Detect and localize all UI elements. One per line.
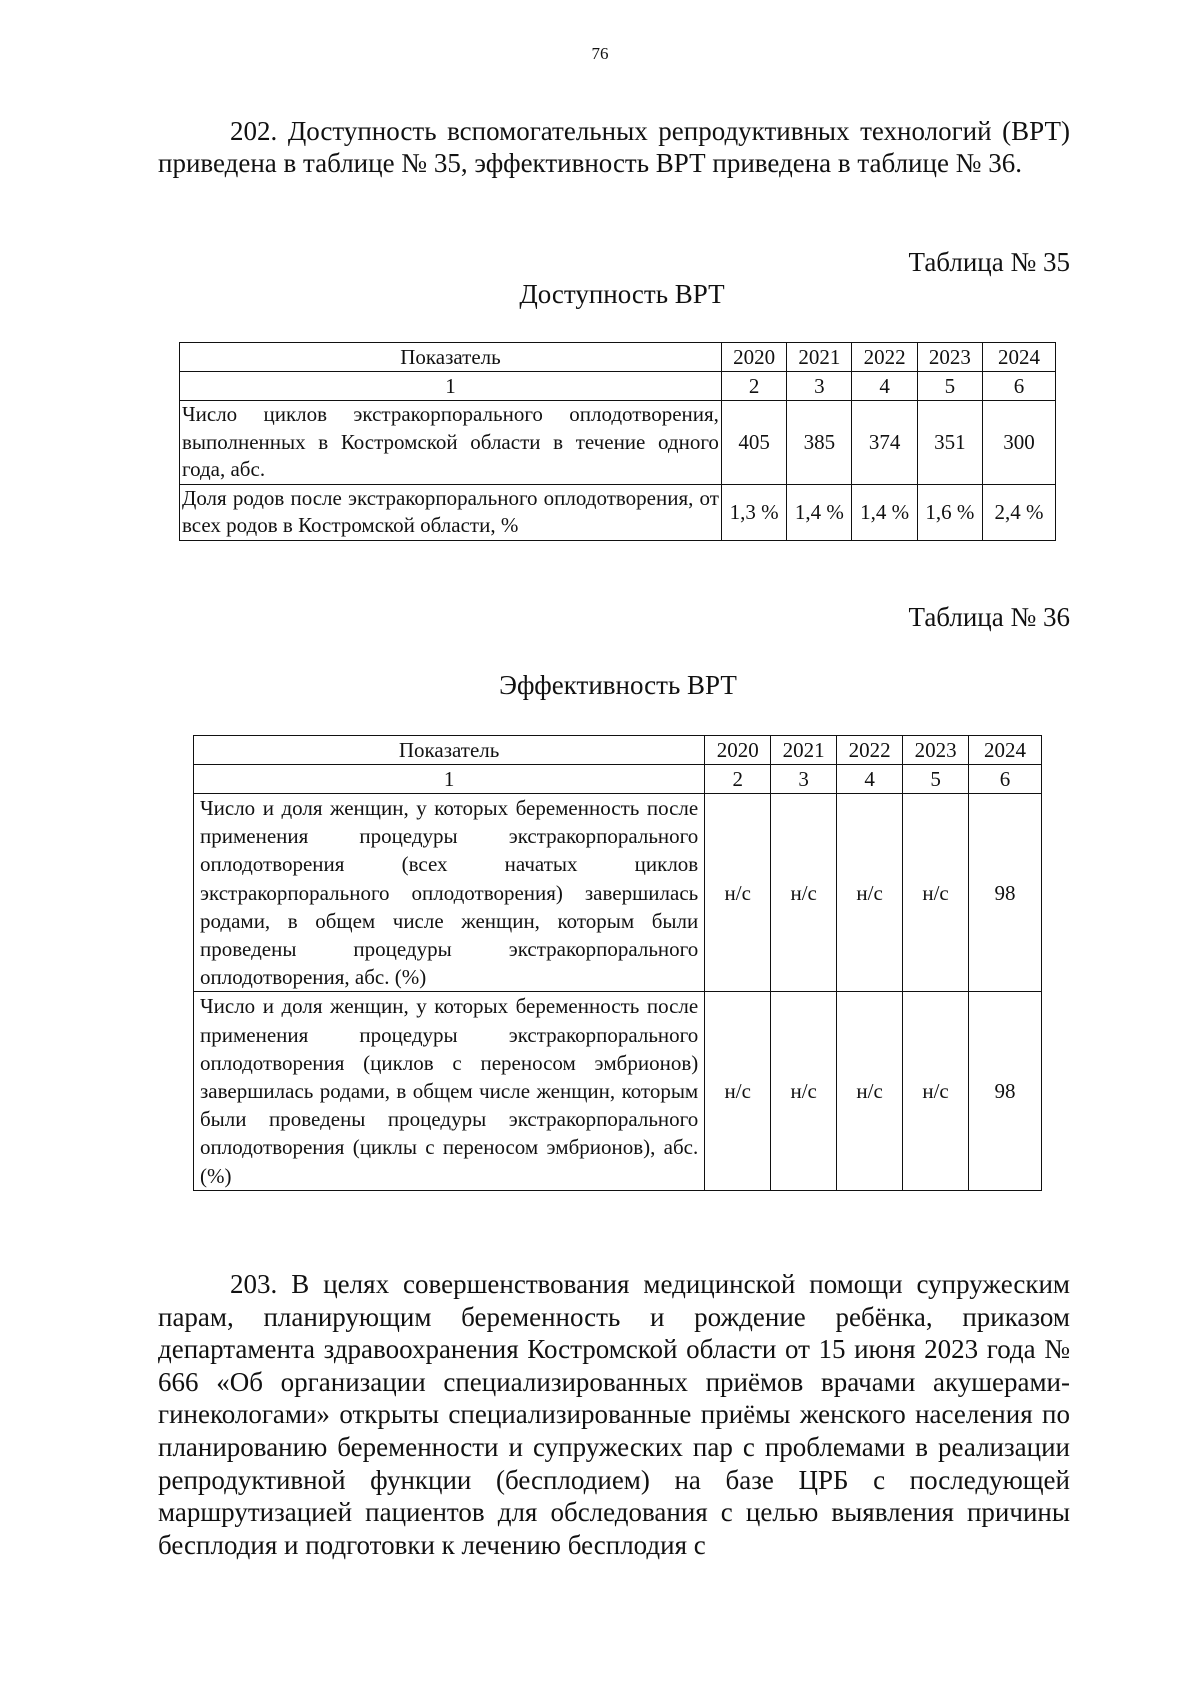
value-cell: н/с — [705, 992, 771, 1190]
column-number: 3 — [771, 765, 837, 794]
header-cell: 2022 — [852, 343, 917, 372]
indicator-cell: Число и доля женщин, у которых беременность после применения процедуры экстракорпорального оплодотворения (всех начатых циклов экстракорпорального оплодотворения) завершилась родами, в общем числе женщин, которым были проведены процедуры экстракорпорального оплодотворения, абс. (%) — [194, 794, 705, 992]
value-cell: н/с — [837, 794, 903, 992]
indicator-cell: Число циклов экстракорпорального оплодотворения, выполненных в Костромской области в течение одного года, абс. — [180, 401, 722, 485]
value-cell: н/с — [903, 794, 969, 992]
value-cell: н/с — [771, 794, 837, 992]
column-number: 5 — [917, 372, 982, 401]
header-cell: 2023 — [903, 736, 969, 765]
table-35-label: Таблица № 35 — [908, 247, 1070, 277]
table-36 — [193, 735, 1042, 1191]
column-number: 1 — [194, 765, 705, 794]
value-cell: 374 — [852, 401, 917, 485]
column-number-row — [180, 372, 1056, 401]
table-35-title: Доступность ВРТ — [519, 279, 725, 309]
value-cell: н/с — [903, 992, 969, 1190]
table-36-title: Эффективность ВРТ — [499, 670, 737, 700]
table-36-label: Таблица № 36 — [908, 602, 1070, 632]
header-cell: 2020 — [705, 736, 771, 765]
column-number-row — [194, 765, 1042, 794]
value-cell: н/с — [837, 992, 903, 1190]
column-number: 6 — [983, 372, 1056, 401]
value-cell: 351 — [917, 401, 982, 485]
value-cell: 98 — [969, 794, 1042, 992]
column-number: 3 — [787, 372, 852, 401]
header-cell: 2021 — [787, 343, 852, 372]
page-number: 76 — [591, 44, 609, 63]
header-cell: 2021 — [771, 736, 837, 765]
value-cell: н/с — [705, 794, 771, 992]
paragraph-202 — [158, 115, 1070, 179]
value-cell: 385 — [787, 401, 852, 485]
paragraph-203-text: 203. В целях совершенствования медицинской помощи супружеским парам, планирующим беременность и рождение ребёнка, приказом департамента здравоохранения Костромской области от 15 июня 2023 года № 666 «Об организации специализированных приёмов врачами акушерами-гинекологами» открыты специализированные приёмы женского населения по планированию беременности и супружеских пар с проблемами в реализации репродуктивной функции (бесплодием) на базе ЦРБ с последующей маршрутизацией пациентов для обследования с целью выявления причины бесплодия и подготовки к лечению бесплодия с — [158, 1269, 1070, 1560]
header-cell: 2022 — [837, 736, 903, 765]
table-row — [194, 794, 1042, 992]
value-cell: 1,3 % — [721, 484, 786, 540]
table-row — [194, 992, 1042, 1190]
column-number: 5 — [903, 765, 969, 794]
header-cell: 2020 — [721, 343, 786, 372]
paragraph-203 — [158, 1268, 1070, 1561]
column-number: 6 — [969, 765, 1042, 794]
table-row — [180, 401, 1056, 485]
column-number: 4 — [837, 765, 903, 794]
table-header-row — [180, 343, 1056, 372]
value-cell: 2,4 % — [983, 484, 1056, 540]
column-number: 1 — [180, 372, 722, 401]
value-cell: 405 — [721, 401, 786, 485]
value-cell: 300 — [983, 401, 1056, 485]
header-cell: 2024 — [969, 736, 1042, 765]
column-number: 2 — [705, 765, 771, 794]
indicator-cell: Число и доля женщин, у которых беременность после применения процедуры экстракорпорального оплодотворения (циклов с переносом эмбрионов) завершилась родами, в общем числе женщин, которым были проведены процедуры экстракорпорального оплодотворения (циклы с переносом эмбрионов), абс. (%) — [194, 992, 705, 1190]
table-header-row — [194, 736, 1042, 765]
indicator-cell: Доля родов после экстракорпорального оплодотворения, от всех родов в Костромской области, % — [180, 484, 722, 540]
value-cell: 1,4 % — [787, 484, 852, 540]
column-number: 2 — [721, 372, 786, 401]
table-35 — [179, 342, 1056, 541]
paragraph-202-text: 202. Доступность вспомогательных репродуктивных технологий (ВРТ) приведена в таблице № 35, эффективность ВРТ приведена в таблице № 36. — [158, 116, 1070, 178]
header-cell: 2024 — [983, 343, 1056, 372]
header-cell: 2023 — [917, 343, 982, 372]
value-cell: 98 — [969, 992, 1042, 1190]
column-number: 4 — [852, 372, 917, 401]
header-cell: Показатель — [194, 736, 705, 765]
value-cell: 1,6 % — [917, 484, 982, 540]
value-cell: н/с — [771, 992, 837, 1190]
header-cell: Показатель — [180, 343, 722, 372]
table-row — [180, 484, 1056, 540]
value-cell: 1,4 % — [852, 484, 917, 540]
